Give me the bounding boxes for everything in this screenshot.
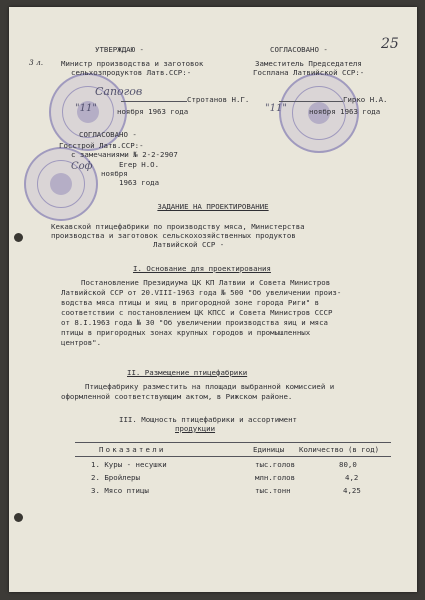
approved-date: ноября 1963 года	[117, 107, 189, 116]
section1-heading: I. Основание для проектирования	[133, 264, 271, 273]
table-header-rule	[75, 456, 391, 457]
section1-line: Латвийской ССР от 20.VIII-1963 года № 500 "Об увеличении произ-	[61, 288, 342, 297]
subtitle-line-2: производства и заготовок сельскохозяйственных продуктов	[51, 231, 296, 240]
col-header-unit: Единицы	[253, 445, 285, 454]
subtitle-line-1: Кекавской птицефабрики по производству мяса, Министерства	[51, 222, 305, 231]
agreed-signer: Гирко Н.А.	[343, 95, 388, 104]
agreed-line-1: Заместитель Председателя	[255, 59, 362, 68]
agreed-day: "11"	[265, 103, 287, 114]
table-top-rule	[75, 442, 391, 443]
agreed2-signer: Егер Н.О.	[119, 160, 160, 169]
document-title: ЗАДАНИЕ НА ПРОЕКТИРОВАНИЕ	[157, 202, 269, 211]
section2-heading: II. Размещение птицефабрики	[127, 368, 248, 377]
row-qty: 80,0	[339, 460, 357, 469]
page-number: 25	[381, 36, 399, 52]
agreed-line-2: Госплана Латвийской ССР:-	[253, 68, 365, 77]
agreed2-heading: СОГЛАСОВАНО -	[79, 130, 137, 139]
binder-hole	[14, 233, 23, 242]
row-name: 2. Бройлеры	[91, 473, 140, 482]
approved-heading: УТВЕРЖДАЮ -	[95, 45, 144, 54]
agreed-heading: СОГЛАСОВАНО -	[270, 45, 328, 54]
agreed2-signature: Соф	[71, 161, 93, 172]
row-name: 1. Куры - несушки	[91, 460, 167, 469]
approved-line-1: Министр производства и заготовок	[61, 59, 204, 68]
subtitle-line-3: Латвийской ССР -	[153, 240, 225, 249]
row-qty: 4,2	[345, 473, 359, 482]
binder-hole	[14, 513, 23, 522]
agreed2-line-2: с замечаниями № 2-2-2907	[71, 150, 178, 159]
table-row	[9, 473, 417, 483]
table-row	[9, 460, 417, 470]
row-unit: тыс.тонн	[255, 486, 291, 495]
section3-heading-2: продукции	[175, 424, 216, 433]
approved-line-2: сельхозпродуктов Латв.ССР:-	[71, 68, 192, 77]
approved-signer: Стротанов Н.Г.	[187, 95, 250, 104]
table-header	[9, 445, 417, 455]
section1-line: водства мяса птицы и яиц в пригородной зоне города Риги" в	[61, 298, 320, 307]
row-unit: млн.голов	[255, 473, 296, 482]
section1-line: Постановление Президиума ЦК КП Латвии и Совета Министров	[81, 278, 331, 287]
col-header-indicator: Показатели	[99, 445, 166, 454]
agreed2-line-1: Госстрой Латв.ССР:-	[59, 141, 144, 150]
row-qty: 4,25	[343, 486, 361, 495]
approved-day: "11"	[75, 103, 97, 114]
col-header-quantity: Количество (в год)	[299, 445, 380, 454]
section1-line: от 8.I.1963 года № 30 "Об увеличении производства яиц и мяса	[61, 318, 328, 327]
row-name: 3. Мясо птицы	[91, 486, 149, 495]
approved-margin-note: 3 л.	[29, 58, 44, 67]
agreed-date: ноября 1963 года	[309, 107, 381, 116]
section2-line: оформленной соответствующим актом, в Рижском районе.	[61, 392, 293, 401]
table-row	[9, 486, 417, 496]
section1-line: центров".	[61, 338, 102, 347]
agreed2-date: 1963 года	[119, 178, 160, 187]
agreed-signature-line	[279, 101, 343, 102]
section3-heading: III. Мощность птицефабрики и ассортимент	[119, 415, 297, 424]
section1-line: птицы в пригородных зонах крупных городов и промышленных	[61, 328, 311, 337]
row-unit: тыс.голов	[255, 460, 296, 469]
section2-line: Птицефабрику разместить на площади выбранной комиссией и	[85, 382, 335, 391]
approved-signature: Сапогов	[95, 85, 143, 98]
section1-line: соответствии с постановлением ЦК КПСС и Совета Министров СССР	[61, 308, 333, 317]
document-page	[9, 7, 417, 592]
approved-signature-line	[121, 101, 187, 102]
agreed2-day: ноября	[101, 169, 128, 178]
